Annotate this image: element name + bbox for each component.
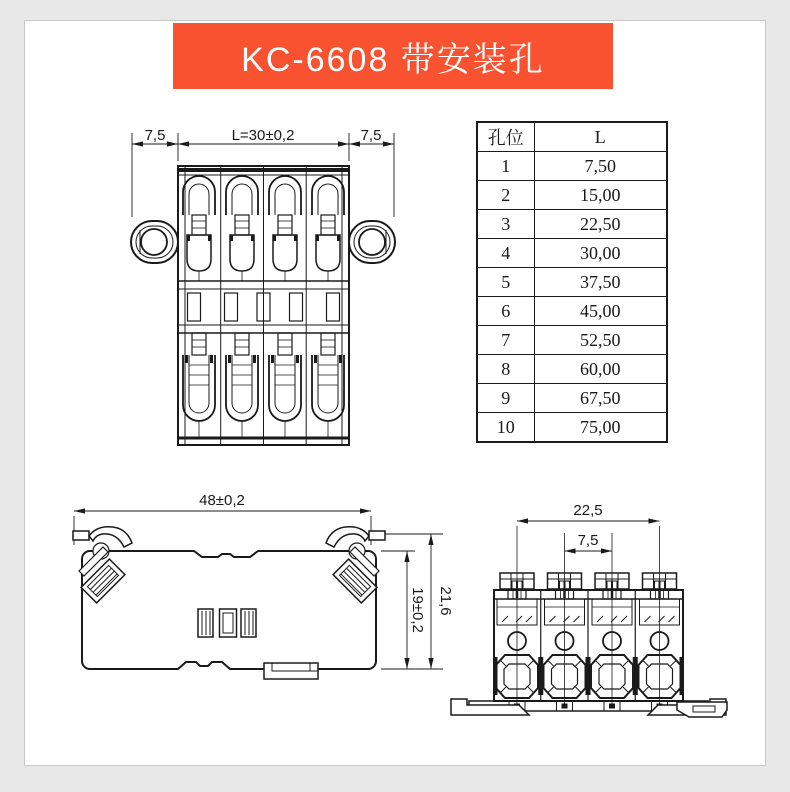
table-row <box>477 268 667 297</box>
l-value-cell: 30,00 <box>534 239 667 268</box>
dim-right-pitch: 7,5 <box>360 127 382 144</box>
hole-position-cell: 10 <box>477 413 534 443</box>
hole-position-table <box>476 121 668 443</box>
l-value-cell: 37,50 <box>534 268 667 297</box>
l-value-cell: 22,50 <box>534 210 667 239</box>
l-value-cell: 15,00 <box>534 181 667 210</box>
l-value-cell: 45,00 <box>534 297 667 326</box>
title-banner <box>173 23 613 89</box>
l-value-cell: 7,50 <box>534 152 667 181</box>
table-row <box>477 413 667 443</box>
l-value-cell: 67,50 <box>534 384 667 413</box>
side-view-dimensions <box>74 508 443 669</box>
right-mounting-ear <box>349 221 395 263</box>
hole-position-cell: 5 <box>477 268 534 297</box>
l-value-cell: 52,50 <box>534 326 667 355</box>
latch-handle <box>677 702 727 717</box>
table-row <box>477 181 667 210</box>
din-rail-latch <box>264 663 318 679</box>
left-mounting-ear <box>131 221 178 263</box>
dim-left-pitch: 7,5 <box>144 127 166 144</box>
side-view-body <box>82 551 376 669</box>
side-view-drawing <box>59 481 459 711</box>
front-view-drawing <box>439 489 766 749</box>
table-row <box>477 355 667 384</box>
mounting-base <box>451 699 727 717</box>
product-spec-sheet <box>24 20 766 766</box>
dim-total-height: 21,6 <box>437 586 454 616</box>
dim-length: L=30±0,2 <box>231 127 295 144</box>
table-header-row <box>477 122 667 152</box>
dim-width: 48±0,2 <box>199 492 245 509</box>
page-title: KC-6608 带安装孔 <box>241 40 545 79</box>
dim-pitch: 7,5 <box>577 532 599 549</box>
dim-span: 22,5 <box>573 502 603 519</box>
hole-position-cell: 7 <box>477 326 534 355</box>
table-row <box>477 297 667 326</box>
table-row <box>477 384 667 413</box>
hole-position-cell: 3 <box>477 210 534 239</box>
top-view-body <box>178 166 349 445</box>
hole-position-cell: 4 <box>477 239 534 268</box>
hole-position-cell: 1 <box>477 152 534 181</box>
hole-position-cell: 8 <box>477 355 534 384</box>
table-row <box>477 152 667 181</box>
header-l: L <box>534 122 667 152</box>
l-value-cell: 60,00 <box>534 355 667 384</box>
table-row <box>477 326 667 355</box>
header-hole-position: 孔位 <box>477 122 534 152</box>
hole-position-cell: 2 <box>477 181 534 210</box>
l-value-cell: 75,00 <box>534 413 667 443</box>
dim-body-height: 19±0,2 <box>409 587 426 633</box>
table-row <box>477 239 667 268</box>
hole-position-cell: 9 <box>477 384 534 413</box>
table-row <box>477 210 667 239</box>
top-view-drawing <box>119 113 419 453</box>
hole-position-cell: 6 <box>477 297 534 326</box>
